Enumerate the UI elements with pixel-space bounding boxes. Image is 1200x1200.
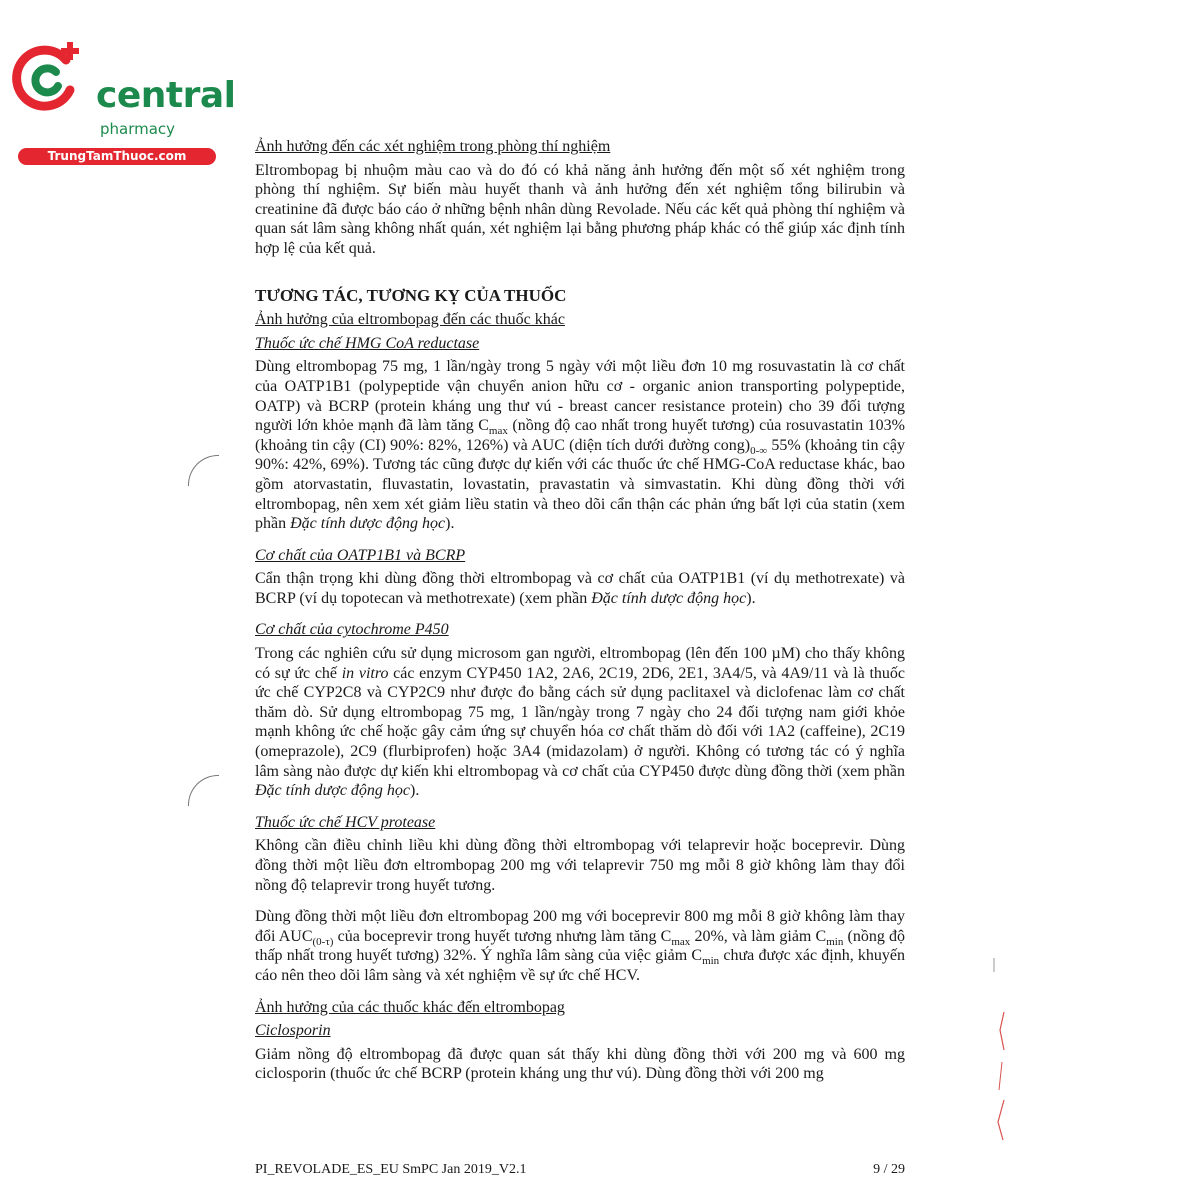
section-title-lab-tests: Ảnh hưởng đến các xét nghiệm trong phòng thí nghiệm xyxy=(255,138,611,155)
section-heading-interactions: TƯƠNG TÁC, TƯƠNG KỴ CỦA THUỐC xyxy=(255,285,567,305)
text-run: 55% (khoảng tin cậy 90%: 42%, 69%). Tương tác cũng được dự kiến với các thuốc ức chế HMG-CoA reductase khác, bao gồm atorvastatin, fluvastatin, lovastatin, pravastatin và simvastatin. Khi dùng đồng thời với eltrombopag, nên xem xét giảm liều statin và theo dõi cẩn thận các phản ứng bất lợi của statin (xem phần xyxy=(255,436,905,533)
section-title-effect-on-other-drugs: Ảnh hưởng của eltrombopag đến các thuốc khác xyxy=(255,311,565,329)
central-pharmacy-logo[interactable] xyxy=(8,30,236,163)
paragraph xyxy=(255,644,905,801)
paragraph: Giảm nồng độ eltrombopag đã được quan sát thấy khi dùng đồng thời với 200 mg và 600 mg ciclosporin (thuốc ức chế BCRP (protein kháng ung thư vú). Dùng đồng thời với 200 mg xyxy=(255,1045,905,1083)
subscript: 0-∞ xyxy=(750,444,768,457)
document-id: PI_REVOLADE_ES_EU SmPC Jan 2019_V2.1 xyxy=(255,1162,527,1177)
subscript: min xyxy=(702,955,720,968)
text-run: Dùng đồng thời một liều đơn eltrombopag 200 mg với boceprevir 800 mg mỗi 8 giờ không làm thay đổi AUC xyxy=(255,908,905,945)
text-run: các enzym CYP450 1A2, 2A6, 2C19, 2D6, 2E1, 3A4/5, và 4A9/11 và là thuốc ức chế CYP2C8 và CYP2C9 như được đo bằng cách sử dụng paclitaxel và diclofenac làm cơ chất thăm dò. Sử dụng eltrombopag 75 mg, 1 lần/ngày trong 7 ngày cho 24 đối tượng nam giới khỏe mạnh không ức chế hoặc gây cảm ứng sự chuyển hóa cơ chất thăm dò đối với 1A2 (caffeine), 2C19 (omeprazole), 2C9 (flurbiprofen) hoặc 3A4 (midazolam) ở người. Không có tương tác có ý nghĩa lâm sàng nào được dự kiến khi eltrombopag và cơ chất của CYP450 được dùng đồng thời (xem phần xyxy=(255,664,906,780)
text-run: ). xyxy=(410,782,420,800)
subscript: (0-τ) xyxy=(312,935,334,948)
paragraph: Không cần điều chỉnh liều khi dùng đồng thời eltrombopag với telaprevir hoặc boceprevir. Dùng đồng thời một liều đơn eltrombopag 200 mg với telaprevir 750 mg mỗi 8 giờ không làm thay đổi nồng độ telaprevir trong huyết tương. xyxy=(255,837,905,894)
text-run: (nồng độ cao nhất trong huyết tương) của rosuvastatin 103% (khoảng tin cậy (CI) 90%: 82%, 126%) và AUC (diện tích dưới đường cong) xyxy=(255,417,905,454)
text-run: ). xyxy=(445,515,455,533)
text-run: ). xyxy=(746,589,756,607)
italic-reference: Đặc tính dược động học xyxy=(255,782,411,800)
paragraph xyxy=(255,569,905,608)
paragraph xyxy=(255,357,905,533)
text-run: Trong các nghiên cứu sử dụng microsom gan người, eltrombopag (lên đến 100 µM) cho thấy không có sự ức chế xyxy=(255,645,905,682)
text-run: Cẩn thận trọng khi dùng đồng thời eltrombopag và cơ chất của OATP1B1 (ví dụ methotrexate) và BCRP (ví dụ topotecan và methotrexate) (xem phần xyxy=(255,570,905,607)
logo-subname: pharmacy xyxy=(100,120,176,138)
subsection-title-ciclosporin: Ciclosporin xyxy=(255,1022,331,1040)
italic-reference: Đặc tính dược động học xyxy=(290,515,446,533)
punch-hole-mark xyxy=(188,775,219,806)
subsection-title-oatp1b1-bcrp: Cơ chất của OATP1B1 và BCRP xyxy=(255,546,466,564)
text-run: chưa được xác định, khuyến cáo nên theo dõi lâm sàng và xét nghiệm về sự ức chế HCV. xyxy=(255,947,905,984)
logo-name: central xyxy=(96,75,236,116)
italic-term: in vitro xyxy=(341,664,389,682)
stamp-edge-marks xyxy=(990,950,1010,1150)
logo-website[interactable]: TrungTamThuoc.com xyxy=(18,148,216,165)
punch-hole-mark xyxy=(188,455,219,486)
subsection-title-cyp450: Cơ chất của cytochrome P450 xyxy=(255,621,449,639)
subsection-title-hcv-protease: Thuốc ức chế HCV protease xyxy=(255,813,436,831)
section-title-effect-of-other-drugs: Ảnh hưởng của các thuốc khác đến eltrombopag xyxy=(255,998,565,1016)
text-run: (nồng độ thấp nhất trong huyết tương) 32%. Ý nghĩa lâm sàng của việc giảm C xyxy=(255,927,906,965)
subscript: max xyxy=(671,935,691,948)
logo-mark-icon xyxy=(8,38,88,118)
text-run: của boceprevir trong huyết tương nhưng làm tăng C xyxy=(333,927,672,945)
text-run: 20%, và làm giảm C xyxy=(690,927,827,945)
paragraph: Eltrombopag bị nhuộm màu cao và do đó có khả năng ảnh hưởng đến một số xét nghiệm trong phòng thí nghiệm. Sự biến màu huyết thanh và ảnh hưởng đến xét nghiệm tổng bilirubin và creatinine đã được báo cáo ở những bệnh nhân dùng Revolade. Nếu các kết quả phòng thí nghiệm và quan sát lâm sàng không nhất quán, xét nghiệm lại bằng phương pháp khác có thể giúp xác định tính hợp lệ của kết quả. xyxy=(255,161,905,257)
subscript: max xyxy=(488,425,508,438)
paragraph xyxy=(255,907,905,985)
document-body xyxy=(255,137,905,1096)
subsection-title-hmg-coa: Thuốc ức chế HMG CoA reductase xyxy=(255,334,480,352)
subscript: min xyxy=(826,935,844,948)
page-number: 9 / 29 xyxy=(873,1162,905,1177)
italic-reference: Đặc tính dược động học xyxy=(591,589,747,607)
text-run: Dùng eltrombopag 75 mg, 1 lần/ngày trong 5 ngày với một liều đơn 10 mg rosuvastatin là cơ chất của OATP1B1 (polypeptide vận chuyển anion hữu cơ - organic anion transporting polypeptide, OATP) và BCRP (protein kháng ung thư vú - breast cancer resistance protein) cho 39 đối tượng người lớn khỏe mạnh đã làm tăng C xyxy=(255,358,905,435)
